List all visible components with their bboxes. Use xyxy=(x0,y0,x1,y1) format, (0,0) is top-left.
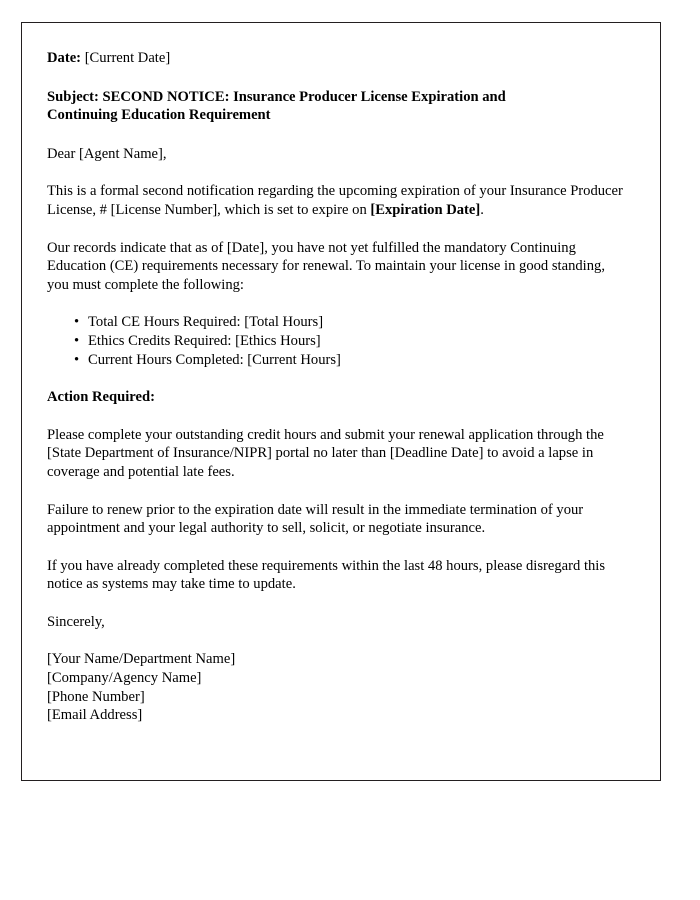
document-page xyxy=(21,22,661,781)
document-body xyxy=(22,23,660,725)
date-label: Date: xyxy=(47,50,82,66)
list-item xyxy=(47,313,630,332)
paragraph-1-text-lead: This is a formal second notification regarding the upcoming expiration of your Insurance Producer License, # [License Number], which is set to expire on xyxy=(47,183,623,218)
bullet-icon: • xyxy=(74,314,80,331)
signature-name: [Your Name/Department Name] xyxy=(47,651,236,668)
bullet-icon: • xyxy=(74,351,80,368)
signature-company: [Company/Agency Name] xyxy=(47,670,202,687)
paragraph-action-instructions: Please complete your outstanding credit hours and submit your renewal application through the [State Department of Insurance/NIPR] portal no later than [Deadline Date] to avoid a lapse in coverage and potential late fees. xyxy=(47,426,604,480)
action-required-heading: Action Required: xyxy=(47,389,155,406)
paragraph-1-text-tail: . xyxy=(480,201,484,218)
closing-salutation: Sincerely, xyxy=(47,613,105,630)
date-value: [Current Date] xyxy=(81,50,171,66)
bullet-icon: • xyxy=(74,332,80,349)
subject-line: Subject: SECOND NOTICE: Insurance Producer License Expiration and Continuing Education Requirement xyxy=(47,88,506,124)
signature-block xyxy=(47,650,630,724)
paragraph-ce-records: Our records indicate that as of [Date], you have not yet fulfilled the mandatory Continuing Education (CE) requirements necessary for renewal. To maintain your license in good standing, you must complete the following: xyxy=(47,239,605,293)
list-item-label: Total CE Hours Required: [Total Hours] xyxy=(88,314,324,331)
paragraph-license-expiration xyxy=(47,182,630,219)
paragraph-already-completed: If you have already completed these requirements within the last 48 hours, please disregard this notice as systems may take time to update. xyxy=(47,557,606,593)
expiration-date-placeholder: [Expiration Date] xyxy=(370,201,481,218)
paragraph-failure-warning: Failure to renew prior to the expiration date will result in the immediate termination of your appointment and your legal authority to sell, solicit, or negotiate insurance. xyxy=(47,501,584,537)
date-line xyxy=(47,49,630,68)
list-item xyxy=(47,332,630,351)
signature-email: [Email Address] xyxy=(47,707,143,724)
list-item-label: Current Hours Completed: [Current Hours] xyxy=(88,351,341,368)
salutation: Dear [Agent Name], xyxy=(47,145,167,162)
list-item-label: Ethics Credits Required: [Ethics Hours] xyxy=(88,332,321,349)
signature-phone: [Phone Number] xyxy=(47,688,145,705)
list-item xyxy=(47,351,630,370)
requirements-list xyxy=(47,313,630,369)
